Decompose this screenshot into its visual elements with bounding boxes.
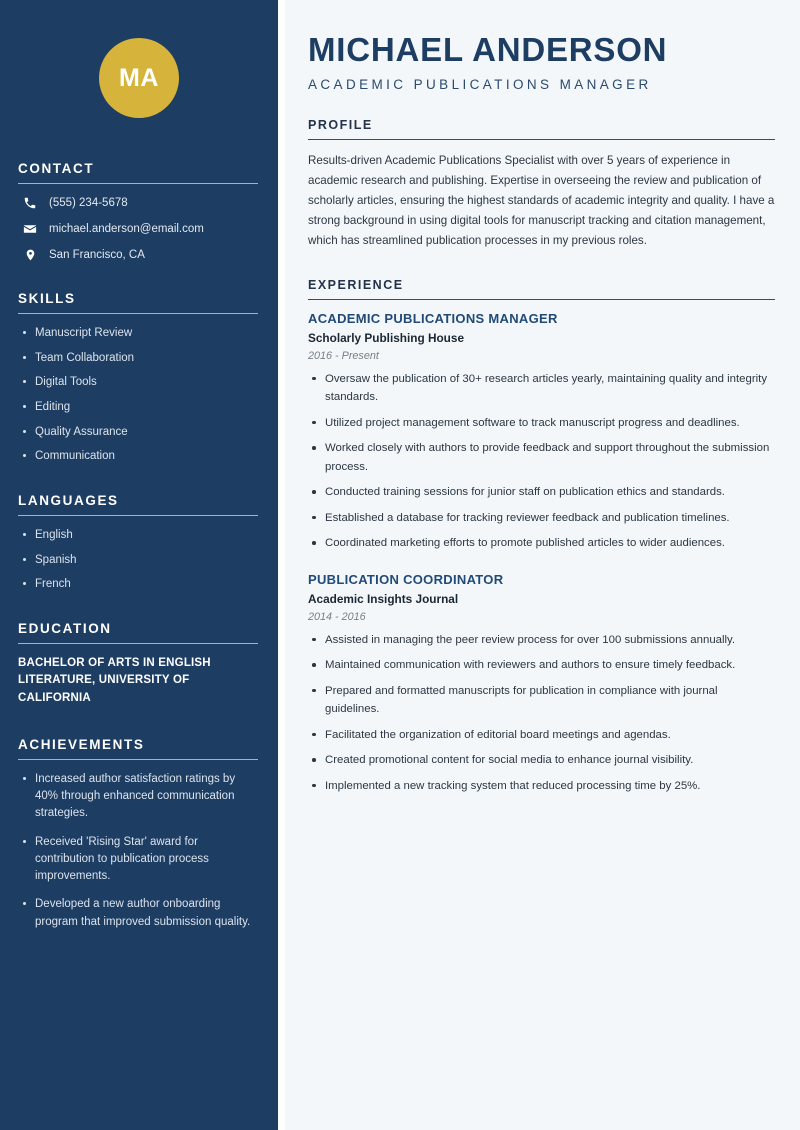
- contact-phone-value: (555) 234-5678: [49, 196, 128, 209]
- envelope-icon: [22, 221, 38, 237]
- list-item: Team Collaboration: [18, 350, 260, 367]
- avatar: MA: [99, 38, 179, 118]
- skills-section: [18, 291, 260, 465]
- job-dates: 2014 - 2016: [308, 610, 366, 623]
- experience-entry: [308, 572, 775, 795]
- list-item: Prepared and formatted manuscripts for publication in compliance with journal guidelines.: [308, 682, 775, 719]
- job-title: ACADEMIC PUBLICATIONS MANAGER: [308, 310, 558, 326]
- list-item: Utilized project management software to track manuscript progress and deadlines.: [308, 414, 775, 432]
- job-company: Scholarly Publishing House: [308, 330, 465, 345]
- sidebar: [0, 0, 278, 1130]
- job-bullets: [308, 631, 775, 795]
- job-title: PUBLICATION COORDINATOR: [308, 571, 504, 587]
- list-item: Quality Assurance: [18, 424, 260, 441]
- achievements-section: [18, 737, 260, 931]
- languages-divider: [18, 515, 258, 516]
- education-section: [18, 621, 260, 707]
- page-title: MICHAEL ANDERSON: [308, 31, 668, 68]
- list-item: Manuscript Review: [18, 325, 260, 342]
- phone-icon: [22, 195, 38, 211]
- experience-divider: [308, 299, 775, 300]
- achievements-heading: ACHIEVEMENTS: [18, 736, 145, 752]
- education-heading: EDUCATION: [18, 621, 112, 637]
- list-item: Created promotional content for social media to enhance journal visibility.: [308, 751, 775, 769]
- job-bullets: [308, 370, 775, 553]
- list-item: Digital Tools: [18, 374, 260, 391]
- contact-email-value: michael.anderson@email.com: [49, 222, 204, 235]
- achievements-divider: [18, 759, 258, 760]
- contact-heading: CONTACT: [18, 161, 95, 176]
- location-pin-icon: [22, 247, 38, 263]
- profile-divider: [308, 139, 775, 140]
- list-item: Assisted in managing the peer review process for over 100 submissions annually.: [308, 631, 775, 649]
- main-content: [285, 0, 800, 1130]
- list-item: French: [18, 576, 260, 593]
- languages-list: [18, 527, 260, 593]
- skills-heading: SKILLS: [18, 291, 76, 306]
- contact-location-value: San Francisco, CA: [49, 248, 145, 261]
- list-item: Increased author satisfaction ratings by 40% through enhanced communication strategies.: [18, 771, 260, 823]
- contact-divider: [18, 183, 258, 184]
- list-item: Established a database for tracking reviewer feedback and publication timelines.: [308, 509, 775, 527]
- list-item: Developed a new author onboarding program that improved submission quality.: [18, 896, 260, 931]
- profile-section: [308, 118, 775, 251]
- list-item: Editing: [18, 399, 260, 416]
- contact-row-location[interactable]: [18, 247, 260, 263]
- skills-list: [18, 325, 260, 465]
- experience-entry: [308, 311, 775, 553]
- list-item: Conducted training sessions for junior staff on publication ethics and standards.: [308, 483, 775, 501]
- contact-row-phone[interactable]: [18, 195, 260, 211]
- profile-text: Results-driven Academic Publications Specialist with over 5 years of experience in academic research and publishing. Expertise in overseeing the review and publication of scholarly articles, ensuring the highest standards of academic integrity and quality. I have a strong background in using digital tools for manuscript tracking and citation management, which has streamlined publication processes in my previous roles.: [308, 154, 775, 248]
- job-company: Academic Insights Journal: [308, 591, 459, 606]
- list-item: Oversaw the publication of 30+ research articles yearly, maintaining quality and integrity standards.: [308, 370, 775, 407]
- list-item: Spanish: [18, 552, 260, 569]
- experience-heading: EXPERIENCE: [308, 277, 404, 292]
- experience-section: [308, 278, 775, 795]
- avatar-container: [18, 0, 260, 118]
- list-item: Worked closely with authors to provide feedback and support throughout the submission process.: [308, 439, 775, 476]
- education-entry: BACHELOR OF ARTS IN ENGLISH LITERATURE, UNIVERSITY OF CALIFORNIA: [18, 657, 211, 704]
- list-item: English: [18, 527, 260, 544]
- list-item: Coordinated marketing efforts to promote published articles to wider audiences.: [308, 534, 775, 552]
- job-role-subtitle: ACADEMIC PUBLICATIONS MANAGER: [308, 77, 652, 93]
- profile-heading: PROFILE: [308, 118, 373, 133]
- list-item: Maintained communication with reviewers and authors to ensure timely feedback.: [308, 656, 775, 674]
- list-item: Implemented a new tracking system that reduced processing time by 25%.: [308, 777, 775, 795]
- languages-heading: LANGUAGES: [18, 493, 119, 509]
- list-item: Facilitated the organization of editorial board meetings and agendas.: [308, 726, 775, 744]
- contact-row-email[interactable]: [18, 221, 260, 237]
- list-item: Received 'Rising Star' award for contribution to publication process improvements.: [18, 834, 260, 886]
- languages-section: [18, 493, 260, 593]
- contact-section: [18, 161, 260, 263]
- achievements-list: [18, 771, 260, 931]
- list-item: Communication: [18, 448, 260, 465]
- job-dates: 2016 - Present: [308, 349, 379, 362]
- skills-divider: [18, 313, 258, 314]
- education-divider: [18, 643, 258, 644]
